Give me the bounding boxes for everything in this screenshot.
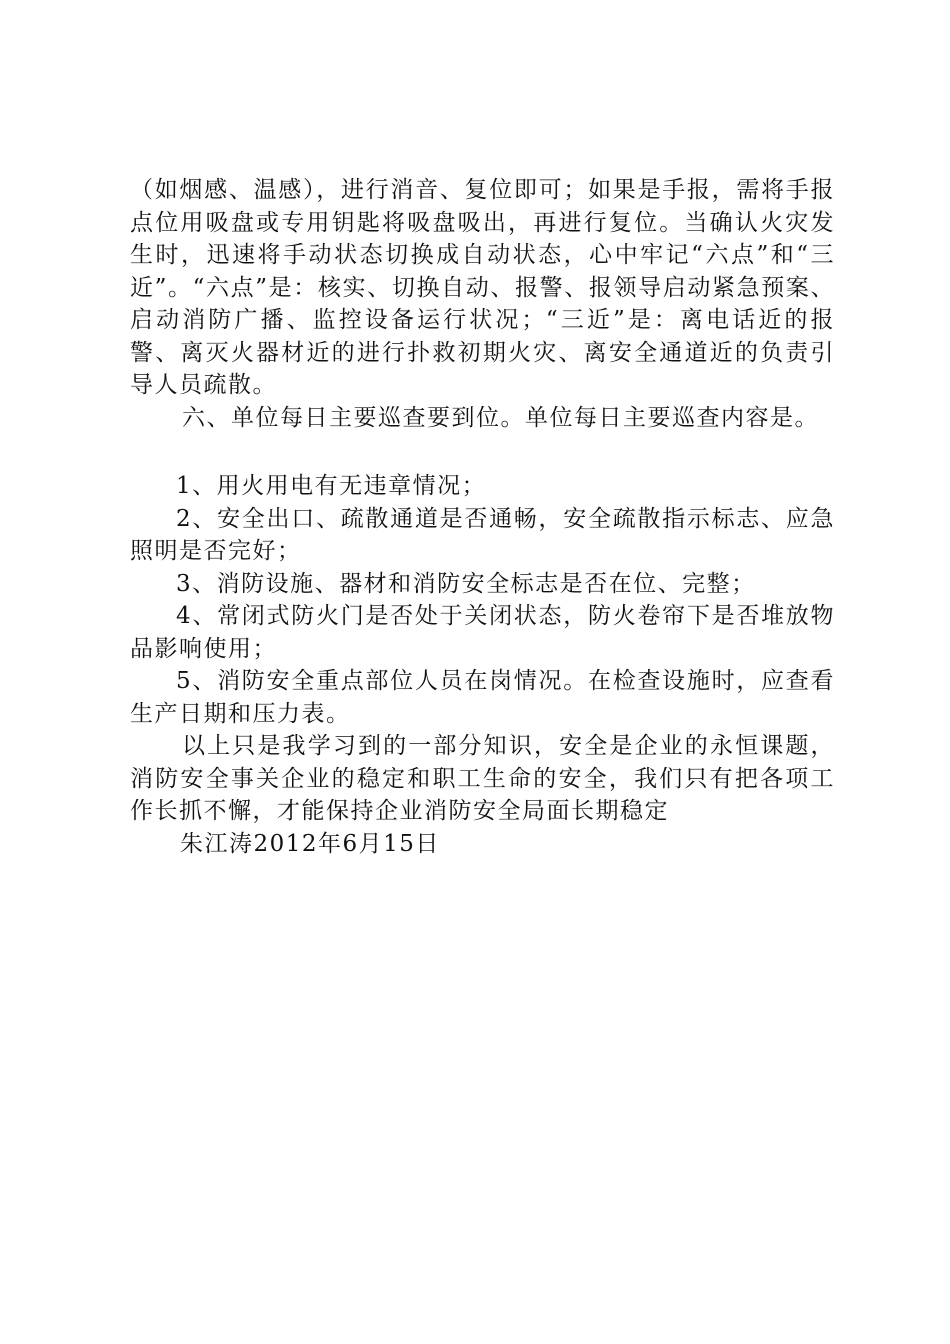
paragraph-spacer	[130, 434, 835, 470]
paragraph-alarm-handling: （如烟感、温感），进行消音、复位即可；如果是手报，需将手报点位用吸盘或专用钥匙将吸盘吸出，再进行复位。当确认火灾发生时，迅速将手动状态切换成自动状态，心中牢记“六点”和“三近”。“六点”是：核实、切换自动、报警、报领导启动紧急预案、启动消防广播、监控设备运行状况；“三近”是：离电话近的报警、离灭火器材近的进行扑救初期火灾、离安全通道近的负责引导人员疏散。	[130, 177, 835, 398]
list-item-inspection-1: 1、用火用电有无违章情况；	[176, 473, 487, 499]
list-item-inspection-5: 5、消防安全重点部位人员在岗情况。在检查设施时，应查看生产日期和压力表。	[130, 668, 835, 727]
signature-date: 朱江涛2012年6月15日	[180, 830, 440, 857]
list-item-inspection-2: 2、安全出口、疏散通道是否通畅，安全疏散指示标志、应急照明是否完好；	[130, 505, 835, 564]
paragraph-daily-inspection-heading: 六、单位每日主要巡查要到位。单位每日主要巡查内容是。	[182, 404, 819, 431]
list-item-inspection-3: 3、消防设施、器材和消防安全标志是否在位、完整；	[176, 570, 756, 597]
document-body	[130, 174, 835, 860]
list-item-inspection-4: 4、常闭式防火门是否处于关闭状态，防火卷帘下是否堆放物品影响使用；	[130, 603, 835, 662]
paragraph-conclusion: 以上只是我学习到的一部分知识，安全是企业的永恒课题，消防安全事关企业的稳定和职工生命的安全，我们只有把各项工作长抓不懈，才能保持企业消防安全局面长期稳定	[130, 733, 835, 824]
